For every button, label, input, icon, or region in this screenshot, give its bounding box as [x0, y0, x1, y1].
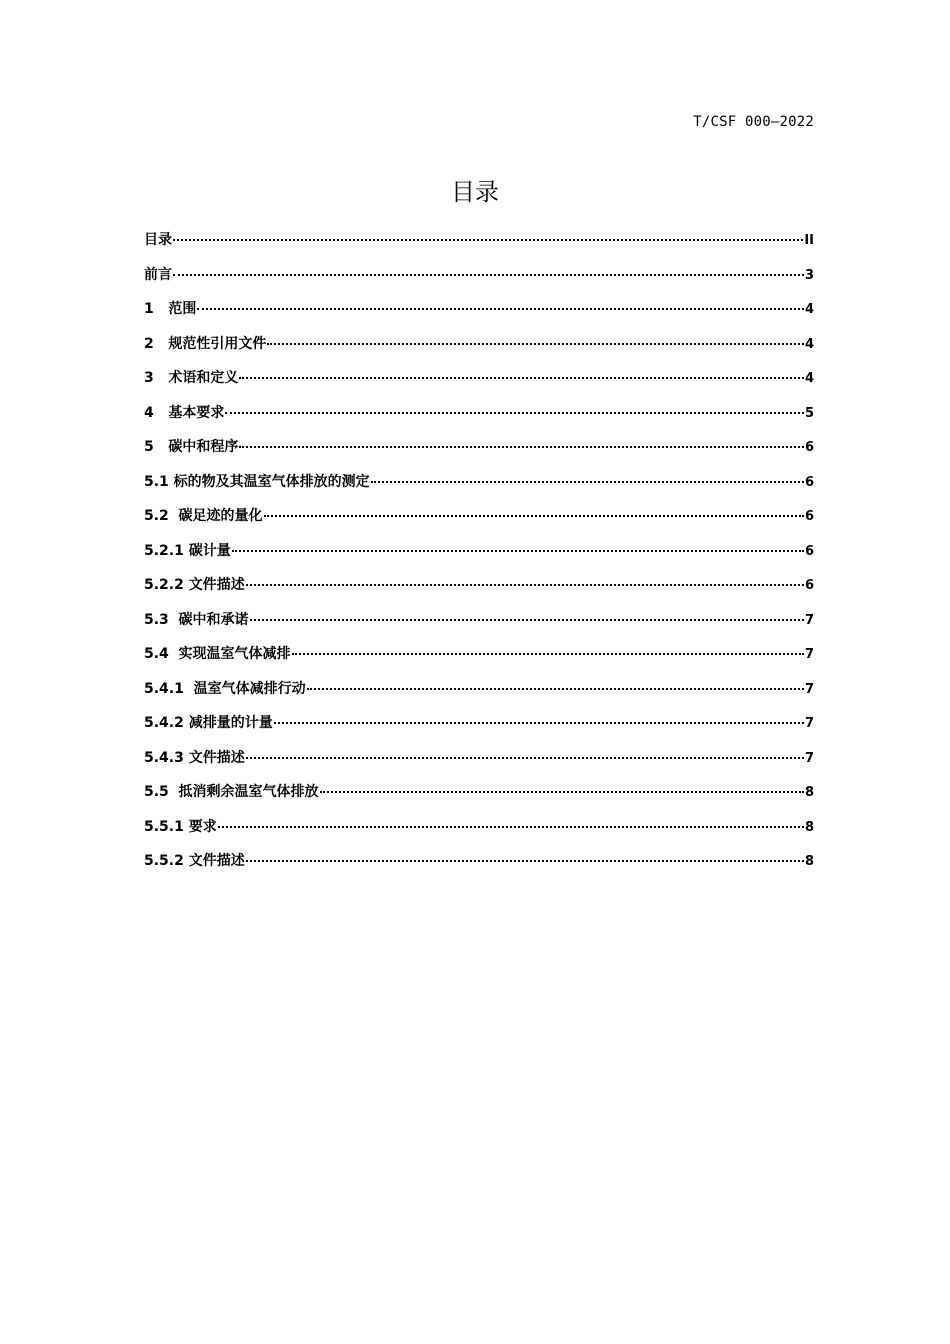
- toc-entry-basic-requirements[interactable]: [144, 401, 814, 436]
- toc-entry-foreword[interactable]: [144, 263, 814, 298]
- toc-entry-page: 8: [804, 854, 814, 869]
- toc-entry-label: 5.1 标的物及其温室气体排放的测定: [144, 473, 370, 490]
- toc-entry-page: 7: [804, 647, 814, 662]
- toc-entry-label: 5.2.2 文件描述: [144, 577, 245, 593]
- dot-leader: [173, 239, 803, 241]
- toc-entry-carbon-neutral-procedure[interactable]: [144, 435, 814, 470]
- dot-leader: [246, 860, 804, 862]
- dot-leader: [274, 722, 804, 724]
- toc-entry-label: 前言: [144, 266, 172, 283]
- dot-leader: [239, 377, 804, 379]
- toc-entry-normative-references[interactable]: [144, 332, 814, 367]
- dot-leader: [307, 688, 804, 690]
- toc-entry-5-4[interactable]: [144, 642, 814, 677]
- toc-entry-label: 5.5.2 文件描述: [144, 853, 245, 869]
- toc-entry-page: 6: [804, 440, 814, 455]
- toc-entry-label: 5.2.1 碳计量: [144, 542, 231, 559]
- toc-entry-5-5[interactable]: [144, 780, 814, 815]
- dot-leader: [232, 550, 804, 552]
- toc-title: 目录: [451, 178, 499, 206]
- toc-entry-terms-definitions[interactable]: [144, 366, 814, 401]
- toc-entry-page: 7: [804, 681, 814, 697]
- toc-entry-5-4-1[interactable]: [144, 677, 814, 712]
- toc-entry-5-2[interactable]: [144, 504, 814, 539]
- toc-entry-5-2-1[interactable]: [144, 539, 814, 574]
- dot-leader: [218, 826, 804, 828]
- toc-entry-page: 7: [804, 750, 814, 766]
- dot-leader: [264, 515, 804, 517]
- toc-entry-contents[interactable]: [144, 228, 814, 263]
- toc-entry-5-5-2[interactable]: [144, 849, 814, 884]
- toc-entry-label: 5.4.2 减排量的计量: [144, 715, 273, 731]
- dot-leader: [371, 481, 804, 483]
- toc-entry-label: 5.4.3 文件描述: [144, 749, 245, 766]
- dot-leader: [239, 446, 804, 448]
- toc-entry-label: 5.2 碳足迹的量化: [144, 508, 263, 524]
- toc-entry-page: 6: [804, 543, 814, 559]
- toc-entry-page: 4: [804, 336, 814, 352]
- toc-entry-page: 3: [804, 267, 814, 283]
- dot-leader: [246, 584, 804, 586]
- toc-entry-page: II: [804, 233, 814, 248]
- dot-leader: [292, 653, 804, 655]
- toc-entry-label: 5.4.1 温室气体减排行动: [144, 680, 306, 697]
- toc-entry-5-1[interactable]: [144, 470, 814, 505]
- toc-entry-page: 8: [804, 819, 814, 835]
- dot-leader: [250, 619, 804, 621]
- toc-entry-page: 6: [804, 578, 814, 593]
- toc-entry-label: 5.5.1 要求: [144, 818, 217, 835]
- toc-entry-5-3[interactable]: [144, 608, 814, 643]
- toc-entry-label: 3 术语和定义: [144, 370, 239, 386]
- toc-entry-label: 5.4 实现温室气体减排: [144, 646, 291, 662]
- toc-entry-label: 5 碳中和程序: [144, 439, 239, 455]
- toc-entry-scope[interactable]: [144, 297, 814, 332]
- toc-entry-5-4-3[interactable]: [144, 746, 814, 781]
- document-code: T/CSF 000—2022: [693, 114, 814, 130]
- toc-entry-page: 4: [804, 371, 814, 386]
- dot-leader: [267, 343, 804, 345]
- toc-entry-label: 5.3 碳中和承诺: [144, 611, 249, 628]
- dot-leader: [320, 791, 804, 793]
- toc-entry-page: 6: [804, 474, 814, 490]
- dot-leader: [225, 412, 804, 414]
- dot-leader: [246, 757, 804, 759]
- toc-entry-label: 2 规范性引用文件: [144, 335, 267, 352]
- toc-entry-page: 7: [804, 612, 814, 628]
- toc-entry-5-4-2[interactable]: [144, 711, 814, 746]
- toc-entry-page: 8: [804, 785, 814, 800]
- toc-entry-page: 4: [804, 302, 814, 317]
- toc-entry-label: 目录: [144, 232, 172, 248]
- toc-entry-page: 5: [804, 405, 814, 421]
- dot-leader: [197, 308, 804, 310]
- toc-entry-label: 5.5 抵消剩余温室气体排放: [144, 784, 319, 800]
- toc-entry-5-2-2[interactable]: [144, 573, 814, 608]
- dot-leader: [173, 274, 804, 276]
- toc-entry-5-5-1[interactable]: [144, 815, 814, 850]
- table-of-contents: [144, 228, 814, 884]
- toc-entry-page: 7: [804, 716, 814, 731]
- toc-entry-label: 1 范围: [144, 301, 197, 317]
- toc-entry-page: 6: [804, 509, 814, 524]
- toc-entry-label: 4 基本要求: [144, 404, 225, 421]
